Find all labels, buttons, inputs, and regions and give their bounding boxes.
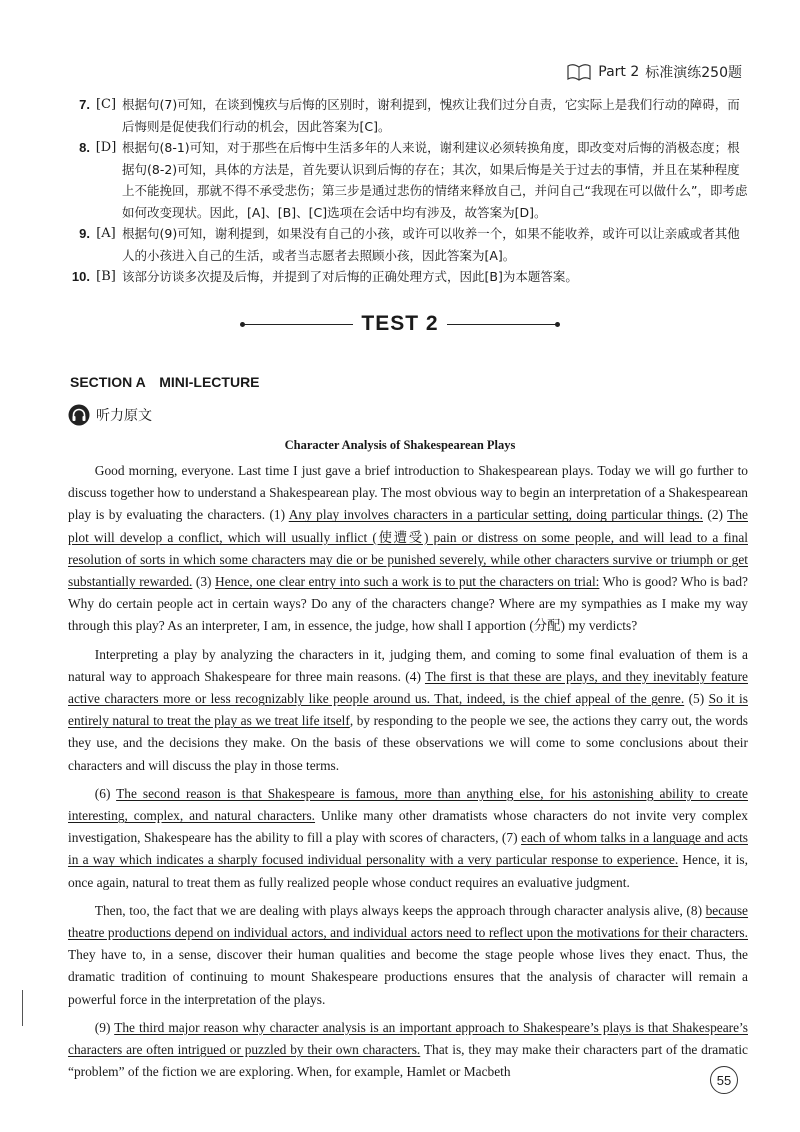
- paragraph: [68, 1017, 748, 1084]
- text-run: (9): [94, 1019, 115, 1035]
- listening-transcript-label: 听力原文: [96, 408, 152, 424]
- page-header: [566, 62, 742, 82]
- answer-item: [62, 137, 752, 223]
- paragraph: [68, 783, 748, 894]
- answer-number: 8.: [79, 140, 90, 155]
- answer-item: [62, 94, 752, 137]
- header-title: 标准演练250题: [645, 65, 742, 81]
- text-run: (3): [192, 574, 216, 590]
- answer-number: 7.: [79, 97, 90, 112]
- text-run: (5): [684, 691, 709, 707]
- test-title: TEST 2: [361, 312, 439, 335]
- underlined-answer-text: So it is entirely natural to treat the play as we treat life itself: [68, 691, 748, 729]
- text-run: Who is good? Who is bad? Why do certain people act in certain ways? Do any of the characters change? Where are my sympathies as I make my way through this play? As an interpreter, I am, in essence, the judge, how shall I apportion (分配) my verdicts?: [68, 574, 748, 634]
- answer-letter: [A]: [96, 226, 116, 241]
- paragraph: [68, 644, 748, 777]
- text-run: (6): [94, 785, 117, 801]
- underlined-answer-text: each of whom talks in a language and acts in a way which indicates a sharply focused individual personality with a very particular response to experience.: [68, 830, 748, 868]
- underlined-answer-text: Any play involves characters in a particular setting, doing particular things.: [288, 507, 703, 523]
- headphones-icon: [68, 404, 90, 426]
- text-run: Then, too, the fact that we are dealing with plays always keeps the approach through character analysis alive, (8): [94, 902, 706, 918]
- answer-number: 9.: [79, 226, 90, 241]
- text-run: , by responding to the people we see, the actions they carry out, the words they use, and the decisions they make. On the basis of these observations we will come to some conclusions about their characters and will discuss the play in those terms.: [68, 713, 749, 773]
- underlined-answer-text: Hence, one clear entry into such a work is to put the characters on trial:: [215, 574, 600, 590]
- answer-explanation: 根据句(7)可知，在谈到愧疚与后悔的区别时，谢利提到，愧疚让我们过分自责，它实际上是我们行动的障碍，而后悔则是促使我们行动的机会，因此答案为[C]。: [122, 97, 740, 134]
- passage-body: [68, 460, 748, 1083]
- underlined-answer-text: The plot will develop a conflict, which will usually inflict (使遭受) pain or distress on some people, and will lead to a final resolution of sorts in which some characters may die or be punished severely, while other characters survive or triumph or get substantially rewarded.: [68, 507, 748, 590]
- text-run: (2): [703, 507, 728, 523]
- paragraph: [68, 460, 748, 638]
- underlined-answer-text: The first is that these are plays, and they inevitably feature active characters more or less recognizably like people around us. That, indeed, is the chief appeal of the genre.: [68, 668, 748, 707]
- answer-letter: [D]: [95, 140, 117, 155]
- open-book-icon: [566, 62, 592, 82]
- text-run: That is, they may make their characters part of the dramatic “problem” of the fiction we are exploring. When, for example, Hamlet or Macbeth: [68, 1042, 748, 1080]
- answer-list: [62, 94, 752, 288]
- answer-explanation: 根据句(8-1)可知，对于那些在后悔中生活多年的人来说，谢利建议必须转换角度，即改变对后悔的消极态度；根据句(8-2)可知，具体的方法是，首先要认识到后悔的存在；其次，如果后悔是关于过去的事情，并且在某种程度上不能挽回，那就不得不承受悲伤；第三步是通过悲伤的情绪来释放自己，并问自己“我现在可以做什么”，即考虑如何改变现状。因此，[A]、[B]、[C]选项在会话中均有涉及，故答案为[D]。: [122, 140, 748, 220]
- title-rule-right: [447, 324, 557, 325]
- listening-transcript-heading: [68, 404, 152, 426]
- answer-number: 10.: [71, 269, 90, 284]
- text-run: Hence, it is, once again, natural to treat them as fully realized people whose conduct requires an evaluative judgment.: [68, 852, 748, 890]
- page-number: 55: [710, 1066, 738, 1094]
- answer-letter: [C]: [95, 97, 117, 112]
- answer-explanation: 该部分访谈多次提及后悔，并提到了对后悔的正确处理方式，因此[B]为本题答案。: [122, 269, 578, 284]
- answer-item: [62, 266, 752, 288]
- answer-letter: [B]: [96, 269, 116, 284]
- test-title-banner: [0, 312, 800, 336]
- passage-title: Character Analysis of Shakespearean Plays: [284, 438, 516, 452]
- title-rule-left: [243, 324, 353, 325]
- text-run: Interpreting a play by analyzing the characters in it, judging them, and coming to some final evaluation of them is a natural way to approach Shakespeare for three main reasons. (4): [68, 646, 748, 684]
- answer-explanation: 根据句(9)可知，谢利提到，如果没有自己的小孩，或许可以收养一个，如果不能收养，或许可以让亲戚或者其他人的小孩进入自己的生活，或者当志愿者去照顾小孩，因此答案为[A]。: [122, 226, 740, 263]
- section-heading: SECTION A MINI-LECTURE: [70, 374, 260, 390]
- text-run: Good morning, everyone. Last time I just gave a brief introduction to Shakespearean plays. Today we will go further to discuss together how to understand a Shakespearean play. The most obvious way to begin an interpretation of a Shakespearean play is by evaluating the characters. (1): [68, 463, 748, 523]
- text-run: Unlike many other dramatists whose characters do not invite very complex investigation, Shakespeare has the ability to fill a play with scores of characters, (7): [68, 808, 748, 846]
- underlined-answer-text: The third major reason why character analysis is an important approach to Shakespeare’s plays is that Shakespeare’s characters are often intrigued or puzzled by their own characters.: [68, 1019, 748, 1058]
- paragraph: [68, 900, 748, 1011]
- answer-item: [62, 223, 752, 266]
- header-part-label: Part 2: [598, 64, 640, 80]
- underlined-answer-text: because theatre productions depend on individual actors, and individual actors need to reflect upon the motivations for their characters.: [68, 902, 748, 941]
- underlined-answer-text: The second reason is that Shakespeare is famous, more than anything else, for his astonishing ability to create interesting, complex, and natural characters.: [68, 785, 748, 824]
- margin-mark: [22, 990, 23, 1026]
- text-run: They have to, in a sense, discover their human qualities and become the stage people whose lives they enact. Thus, the dramatic tradition of continuing to mount Shakespeare productions ensures that the analysis of character will remain a powerful force in the interpretation of the plays.: [68, 947, 748, 1007]
